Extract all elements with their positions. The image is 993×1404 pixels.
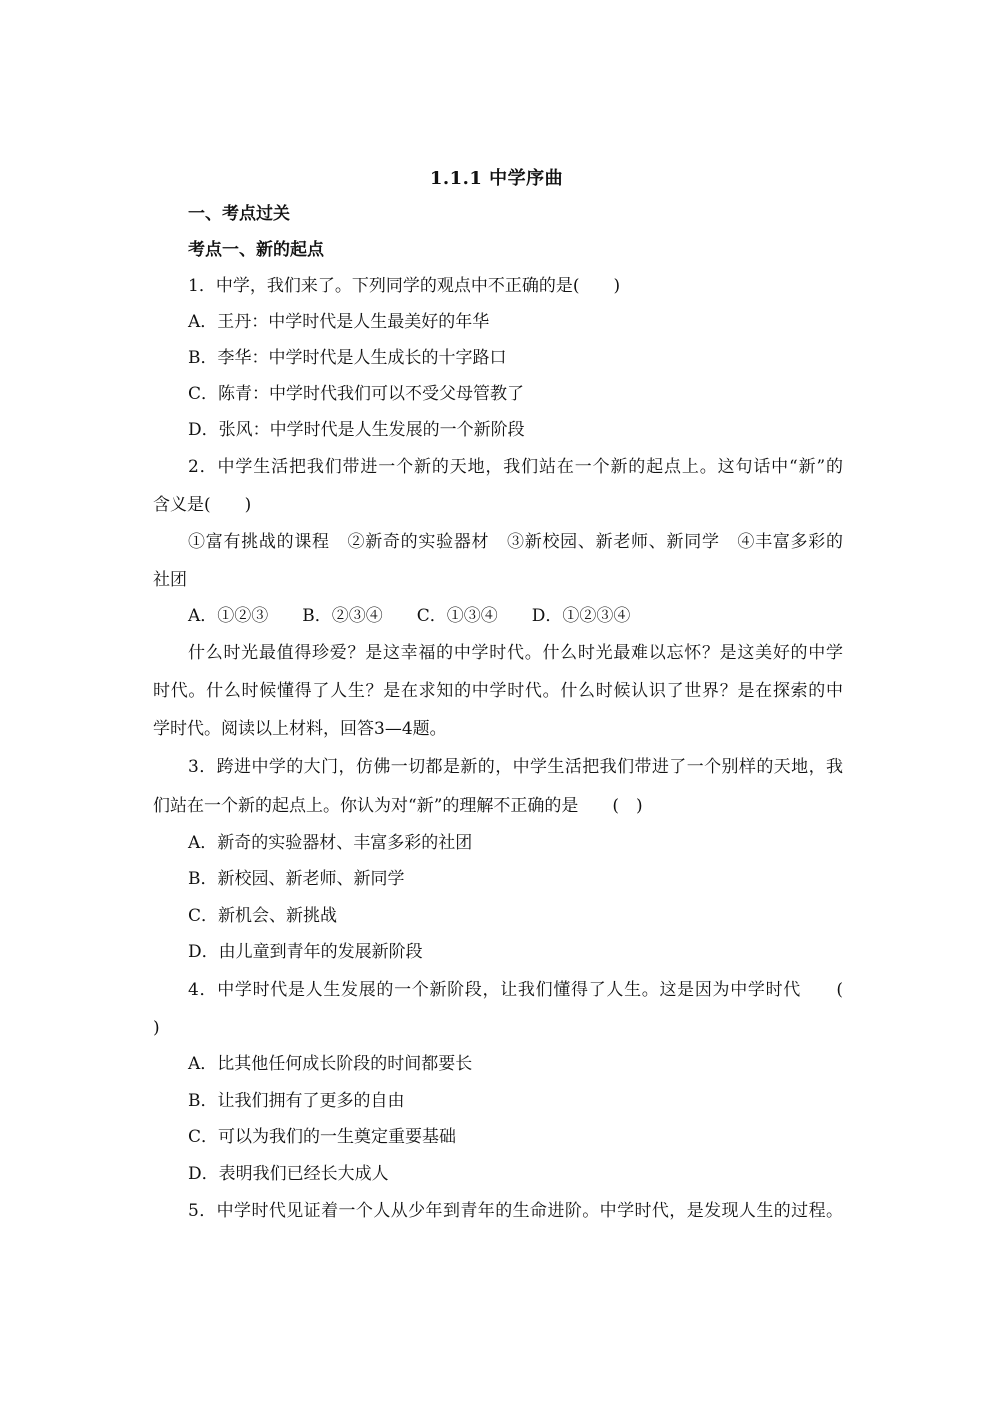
question-2-stem-line-1: 2．中学生活把我们带进一个新的天地，我们站在一个新的起点上。这句话中“新”的 [188,457,843,477]
question-5-stem-line-1: 5．中学时代见证着一个人从少年到青年的生命进阶。中学时代，是发现人生的过程。 [188,1201,843,1221]
question-1-stem: 1．中学，我们来了。下列同学的观点中不正确的是( ) [188,276,621,296]
question-4-option-b: B．让我们拥有了更多的自由 [188,1091,405,1111]
question-3-option-c: C．新机会、新挑战 [188,906,338,926]
question-4-stem-line-2: ) [153,1018,160,1038]
question-2-stem-line-2: 含义是( ) [153,495,252,515]
question-3-option-d: D．由儿童到青年的发展新阶段 [188,942,423,962]
subsection-heading: 考点一、新的起点 [188,240,324,260]
passage-line-1: 什么时光最值得珍爱？是这幸福的中学时代。什么时光最难以忘怀？是这美好的中学 [188,643,843,663]
question-2-items-line-1: ①富有挑战的课程 ②新奇的实验器材 ③新校园、新老师、新同学 ④丰富多彩的 [188,532,843,552]
question-2-options: A．①②③ B．②③④ C．①③④ D．①②③④ [188,606,631,626]
question-3-stem-line-2: 们站在一个新的起点上。你认为对“新”的理解不正确的是 ( ) [153,796,643,816]
question-1-option-c: C．陈青：中学时代我们可以不受父母管教了 [188,384,525,404]
question-1-option-d: D．张风：中学时代是人生发展的一个新阶段 [188,420,525,440]
question-3-stem-line-1: 3．跨进中学的大门，仿佛一切都是新的，中学生活把我们带进了一个别样的天地，我 [188,757,843,777]
passage-line-3: 学时代。阅读以上材料，回答3—4题。 [153,719,447,739]
question-4-stem-line-1: 4．中学时代是人生发展的一个新阶段，让我们懂得了人生。这是因为中学时代 ( [188,980,843,1000]
section-heading: 一、考点过关 [188,204,290,224]
question-4-option-a: A．比其他任何成长阶段的时间都要长 [188,1054,473,1074]
question-4-option-c: C．可以为我们的一生奠定重要基础 [188,1127,457,1147]
question-3-option-b: B．新校园、新老师、新同学 [188,869,405,889]
page-title: 1.1.1 中学序曲 [429,168,564,189]
question-1-option-b: B．李华：中学时代是人生成长的十字路口 [188,348,507,368]
passage-line-2: 时代。什么时候懂得了人生？是在求知的中学时代。什么时候认识了世界？是在探索的中 [153,681,843,701]
question-3-option-a: A．新奇的实验器材、丰富多彩的社团 [188,833,473,853]
question-1-option-a: A．王丹：中学时代是人生最美好的年华 [188,312,490,332]
question-2-items-line-2: 社团 [153,570,187,590]
question-4-option-d: D．表明我们已经长大成人 [188,1164,389,1184]
